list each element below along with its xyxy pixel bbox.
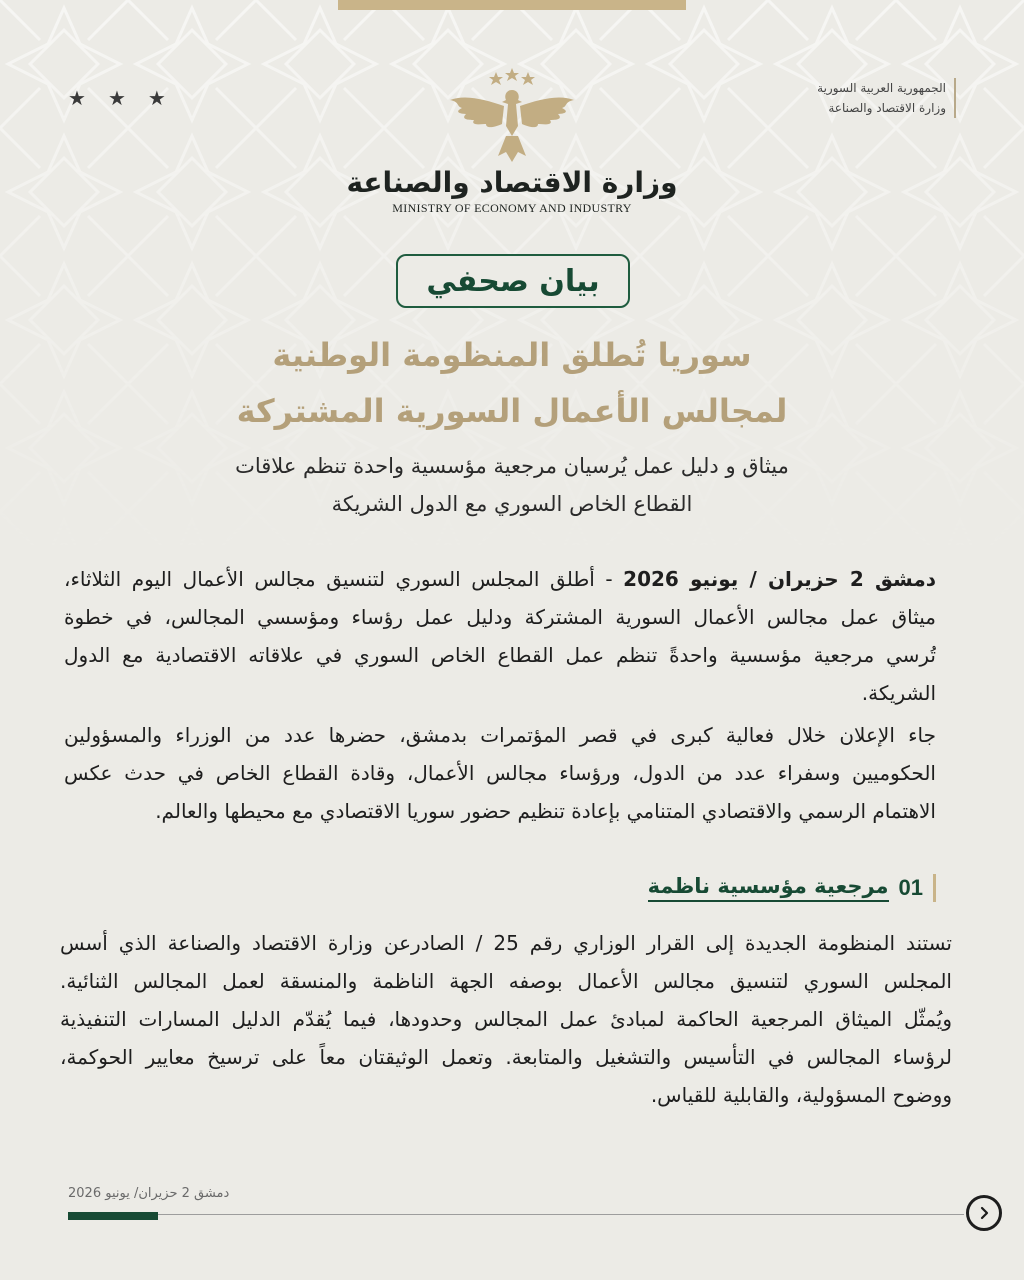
subheadline-line-2: القطاع الخاص السوري مع الدول الشريكة (331, 492, 693, 516)
subheadline-line-1: ميثاق و دليل عمل يُرسيان مرجعية مؤسسية واحدة تنظم علاقات (235, 454, 789, 478)
paragraph-line: تُرسي مرجعية مؤسسية واحدةً تنظم عمل القطاع الخاص السوري في علاقاته الاقتصادية مع الدول (64, 643, 936, 667)
paragraph-line: جاء الإعلان خلال فعالية كبرى في قصر المؤتمرات بدمشق، حضرها عدد من الوزراء والمسؤولين (64, 723, 936, 747)
paragraph-3 (60, 924, 952, 1114)
paragraph-line: لرؤساء المجالس في التأسيس والتشغيل والمتابعة. وتعمل الوثيقتان معاً على ترسيخ معايير الحوكمة، (60, 1045, 952, 1069)
star-icon: ★ (107, 86, 126, 110)
stars-decoration (68, 88, 166, 108)
ministry-name-small: وزارة الاقتصاد والصناعة (828, 101, 946, 115)
paragraph-2 (64, 716, 936, 830)
section-number: 01 (898, 875, 923, 900)
country-name: الجمهورية العربية السورية (817, 81, 946, 95)
section-title: مرجعية مؤسسية ناظمة (648, 874, 889, 902)
next-page-button[interactable] (966, 1195, 1002, 1231)
paragraph-line: تستند المنظومة الجديدة إلى القرار الوزاري رقم 25 / الصادرعن وزارة الاقتصاد والصناعة الذي أسس (60, 931, 952, 955)
ministry-name-arabic: وزارة الاقتصاد والصناعة (346, 166, 678, 199)
ministry-name-english: MINISTRY OF ECONOMY AND INDUSTRY (392, 201, 632, 215)
paragraph-line: ووضوح المسؤولية، والقابلية للقياس. (650, 1083, 952, 1107)
dateline: دمشق 2 حزيران / يونيو 2026 (623, 567, 936, 591)
paragraph-line: ميثاق عمل مجالس الأعمال السورية المشتركة ودليل عمل رؤساء ومؤسسي المجالس، في خطوة (64, 605, 936, 629)
country-block (817, 78, 956, 118)
eagle-emblem-icon (446, 66, 578, 166)
press-release-badge: بيان صحفي (396, 254, 630, 308)
star-icon: ★ (68, 86, 86, 110)
paragraph-line: دمشق 2 حزيران / يونيو 2026 - أطلق المجلس السوري لتنسيق مجالس الأعمال اليوم الثلاثاء، (64, 567, 936, 591)
paragraph-line: المجلس السوري لتنسيق مجالس الأعمال بوصفه الجهة الناظمة والمنسقة لعمل المجالس الثنائية. (60, 969, 952, 993)
footer-date: دمشق 2 حزيران/ يونيو 2026 (68, 1186, 230, 1201)
headline-line-2: لمجالس الأعمال السورية المشتركة (236, 392, 788, 430)
top-accent-bar (338, 0, 686, 10)
footer-track (68, 1214, 964, 1215)
section-heading (648, 874, 940, 902)
paragraph-line: الاهتمام الرسمي والاقتصادي المتنامي بإعادة تنظيم حضور سوريا الاقتصادي مع محيطها والعالم. (155, 799, 936, 823)
paragraph-line: الحكوميين وسفراء عدد من الدول، ورؤساء مجالس الأعمال، وقادة القطاع الخاص في حدث عكس (64, 761, 936, 785)
paragraph-line: الشريكة. (861, 681, 936, 705)
headline-line-1: سوريا تُطلق المنظومة الوطنية (272, 336, 752, 374)
star-icon: ★ (147, 86, 166, 110)
footer-progress-bar (68, 1212, 158, 1220)
paragraph-1 (64, 560, 936, 712)
chevron-right-icon (976, 1205, 992, 1221)
paragraph-line: ويُمثّل الميثاق المرجعية الحاكمة لمبادئ عمل المجالس وحدودها، فيما يُقدّم الدليل المسارات التنفيذية (60, 1007, 952, 1031)
section-accent-bar (933, 874, 936, 902)
